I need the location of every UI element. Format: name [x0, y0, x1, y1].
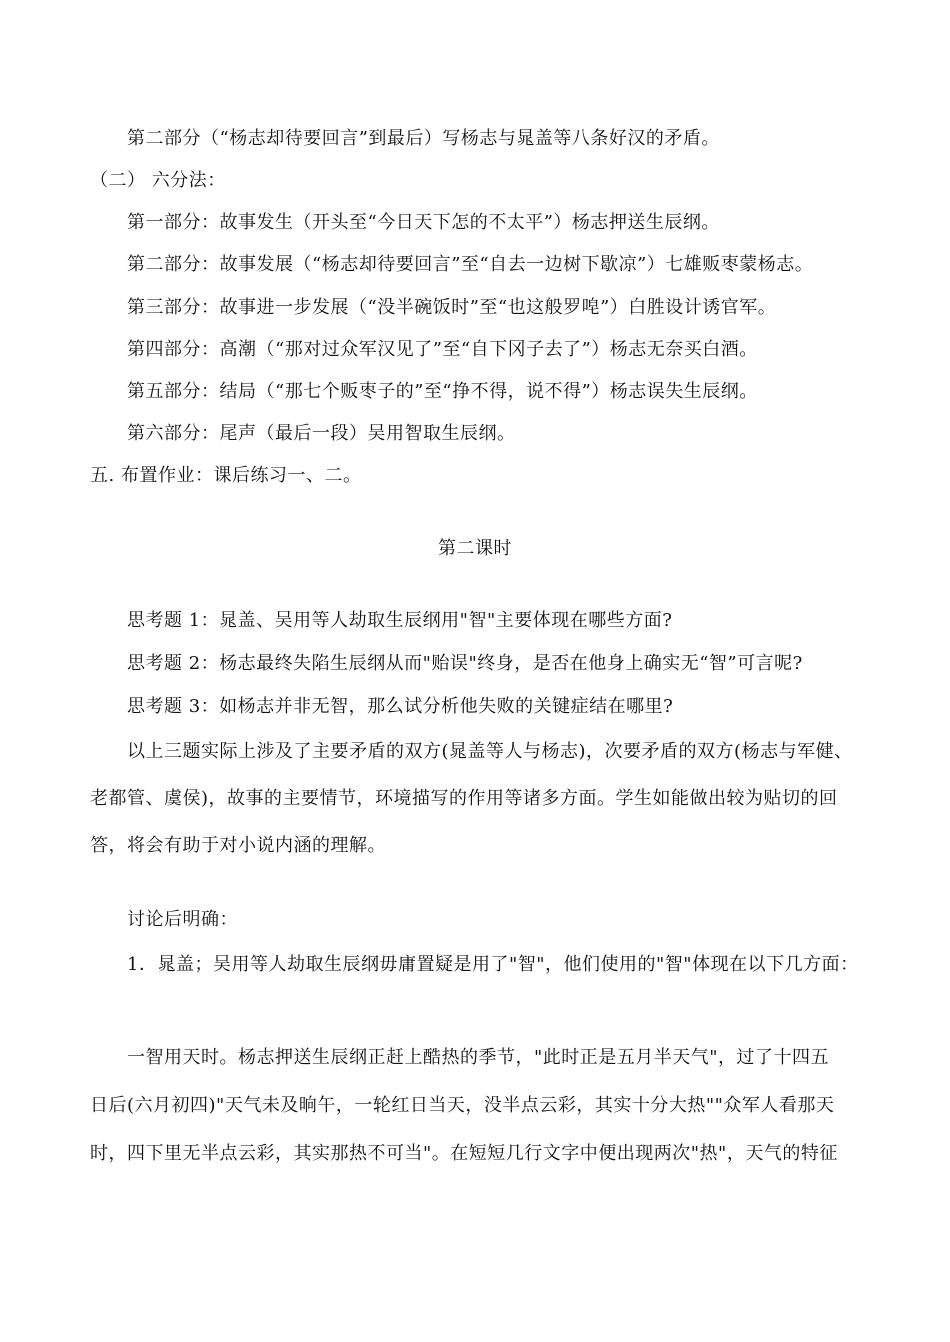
section-heading: （二） 六分法：	[90, 170, 226, 191]
paragraph-line: 第三部分：故事进一步发展（“没半碗饭时”至“也这般罗唣”）白胜设计诱官军。	[127, 297, 777, 318]
paragraph-line: 一智用天时。杨志押送生辰纲正赶上酷热的季节，"此时正是五月半天气"，过了十四五	[127, 1047, 830, 1068]
paragraph-line: 讨论后明确：	[127, 909, 238, 930]
question-line: 思考题 3：如杨志并非无智，那么试分析他失败的关键症结在哪里?	[127, 696, 674, 717]
paragraph-line: 答，将会有助于对小说内涵的理解。	[90, 835, 386, 856]
paragraph-line: 1．晁盖；吴用等人劫取生辰纲毋庸置疑是用了"智"，他们使用的"智"体现在以下几方面：	[127, 954, 859, 975]
paragraph-line: 第四部分：高潮（“那对过众军汉见了”至“自下冈子去了”）杨志无奈买白酒。	[127, 339, 758, 360]
question-line: 思考题 2：杨志最终失陷生辰纲从而"贻误"终身，是否在他身上确实无“智”可言呢?	[127, 653, 803, 674]
paragraph-line: 第五部分：结局（“那七个贩枣子的”至“挣不得，说不得”）杨志误失生辰纲。	[127, 381, 758, 402]
paragraph-line: 以上三题实际上涉及了主要矛盾的双方(晁盖等人与杨志)，次要矛盾的双方(杨志与军健、	[127, 741, 853, 762]
paragraph-line: 第一部分：故事发生（开头至“今日天下怎的不太平”）杨志押送生辰纲。	[127, 212, 720, 233]
lesson-title: 第二课时	[438, 538, 512, 559]
paragraph-line: 第六部分：尾声（最后一段）吴用智取生辰纲。	[127, 423, 516, 444]
paragraph-line: 老都管、虞侯)，故事的主要情节，环境描写的作用等诸多方面。学生如能做出较为贴切的回	[90, 788, 838, 809]
question-line: 思考题 1：晁盖、吴用等人劫取生辰纲用"智"主要体现在哪些方面?	[127, 610, 673, 631]
section-heading: 五. 布置作业：课后练习一、二。	[90, 465, 362, 486]
paragraph-line: 第二部分：故事发展（“杨志却待要回言”至“自去一边树下歇凉”）七雄贩枣蒙杨志。	[127, 254, 814, 275]
paragraph-line: 日后(六月初四)"天气未及晌午，一轮红日当天，没半点云彩，其实十分大热""众军人看那天	[90, 1095, 835, 1116]
paragraph-line: 第二部分（“杨志却待要回言”到最后）写杨志与晁盖等八条好汉的矛盾。	[127, 128, 720, 149]
paragraph-line: 时，四下里无半点云彩，其实那热不可当"。在短短几行文字中便出现两次"热"，天气的特征	[90, 1143, 838, 1164]
